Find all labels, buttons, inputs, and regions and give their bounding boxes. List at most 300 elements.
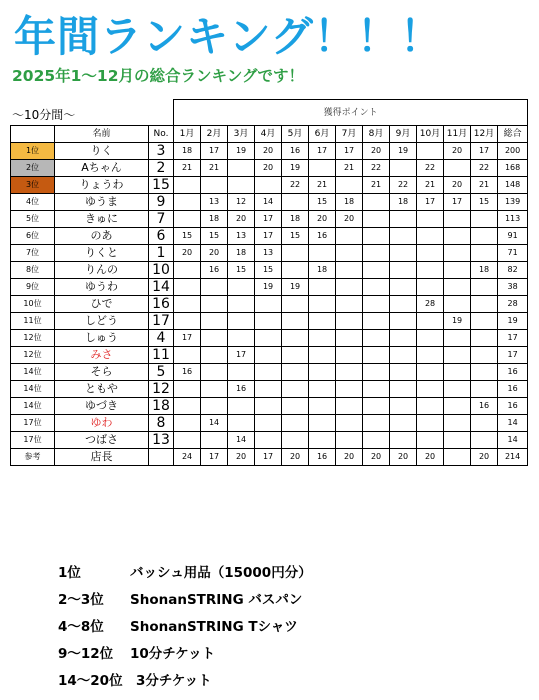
points-cell: 13: [201, 194, 228, 211]
table-row: [11, 313, 528, 330]
points-cell: [444, 415, 471, 432]
points-cell: [228, 313, 255, 330]
points-cell: 20: [336, 211, 363, 228]
total-cell: 14: [498, 415, 528, 432]
rank-cell: 参考: [11, 449, 55, 466]
table-row: [11, 449, 528, 466]
points-cell: [471, 364, 498, 381]
points-cell: [417, 279, 444, 296]
points-cell: [390, 398, 417, 415]
name-cell: りくと: [55, 245, 149, 262]
points-cell: [390, 228, 417, 245]
points-cell: 18: [282, 211, 309, 228]
points-cell: 20: [471, 449, 498, 466]
points-cell: [174, 398, 201, 415]
points-cell: [336, 398, 363, 415]
points-cell: [174, 313, 201, 330]
points-cell: [390, 313, 417, 330]
points-cell: 18: [471, 262, 498, 279]
points-cell: [174, 194, 201, 211]
points-cell: [309, 347, 336, 364]
points-cell: 17: [471, 143, 498, 160]
prize-name: 10分チケット: [130, 646, 216, 662]
points-cell: [336, 415, 363, 432]
points-cell: 18: [390, 194, 417, 211]
table-row: [11, 160, 528, 177]
points-cell: [390, 245, 417, 262]
points-cell: [228, 330, 255, 347]
points-cell: [201, 313, 228, 330]
number-cell: 13: [149, 432, 174, 449]
points-cell: [282, 432, 309, 449]
points-cell: 17: [201, 143, 228, 160]
points-cell: [174, 211, 201, 228]
points-cell: [444, 398, 471, 415]
rank-column-header: [11, 126, 55, 143]
points-cell: 20: [255, 160, 282, 177]
name-cell: のあ: [55, 228, 149, 245]
points-cell: 15: [174, 228, 201, 245]
points-cell: [417, 415, 444, 432]
points-cell: 17: [417, 194, 444, 211]
table-row: [11, 245, 528, 262]
points-cell: [417, 262, 444, 279]
total-column-header: 総合: [498, 126, 528, 143]
points-cell: 20: [444, 177, 471, 194]
total-cell: 71: [498, 245, 528, 262]
month-column-header: 1月: [174, 126, 201, 143]
number-cell: 3: [149, 143, 174, 160]
name-cell: しどう: [55, 313, 149, 330]
month-column-header: 11月: [444, 126, 471, 143]
points-cell: 20: [390, 449, 417, 466]
table-row: [11, 330, 528, 347]
rank-cell: 2位: [11, 160, 55, 177]
rank-cell: 17位: [11, 432, 55, 449]
rank-cell: 12位: [11, 347, 55, 364]
points-cell: [363, 398, 390, 415]
name-cell: しゅう: [55, 330, 149, 347]
points-cell: [282, 347, 309, 364]
points-cell: 17: [201, 449, 228, 466]
page-subtitle: 2025年1～12月の総合ランキングです！: [12, 67, 305, 85]
points-cell: 15: [201, 228, 228, 245]
points-cell: [336, 177, 363, 194]
points-cell: [417, 313, 444, 330]
rank-cell: 11位: [11, 313, 55, 330]
points-cell: 21: [471, 177, 498, 194]
points-cell: [336, 347, 363, 364]
points-cell: [471, 228, 498, 245]
points-cell: [471, 432, 498, 449]
points-cell: 17: [336, 143, 363, 160]
rank-cell: 6位: [11, 228, 55, 245]
points-cell: 18: [174, 143, 201, 160]
number-cell: 17: [149, 313, 174, 330]
name-cell: ゆわ: [55, 415, 149, 432]
points-cell: [471, 211, 498, 228]
points-cell: [390, 330, 417, 347]
points-cell: [363, 279, 390, 296]
table-row: [11, 381, 528, 398]
points-cell: [282, 398, 309, 415]
points-cell: [363, 347, 390, 364]
points-cell: 18: [201, 211, 228, 228]
points-cell: [471, 245, 498, 262]
total-cell: 16: [498, 381, 528, 398]
number-cell: 5: [149, 364, 174, 381]
points-cell: [336, 245, 363, 262]
points-cell: [444, 228, 471, 245]
rank-cell: 9位: [11, 279, 55, 296]
points-cell: [390, 211, 417, 228]
total-cell: 17: [498, 330, 528, 347]
points-cell: [363, 245, 390, 262]
points-cell: [201, 177, 228, 194]
points-cell: [417, 381, 444, 398]
rank-cell: 4位: [11, 194, 55, 211]
month-column-header: 6月: [309, 126, 336, 143]
points-cell: [255, 415, 282, 432]
table-corner: [11, 100, 174, 126]
number-cell: 1: [149, 245, 174, 262]
points-cell: [336, 279, 363, 296]
rank-cell: 7位: [11, 245, 55, 262]
points-cell: [444, 449, 471, 466]
points-cell: [255, 364, 282, 381]
points-cell: 21: [336, 160, 363, 177]
points-cell: [336, 262, 363, 279]
points-cell: [282, 313, 309, 330]
points-cell: [201, 381, 228, 398]
points-cell: 16: [309, 449, 336, 466]
total-cell: 19: [498, 313, 528, 330]
points-cell: 17: [444, 194, 471, 211]
month-column-header: 8月: [363, 126, 390, 143]
points-cell: 16: [228, 381, 255, 398]
points-cell: 16: [201, 262, 228, 279]
prize-item: [58, 641, 312, 668]
points-cell: [255, 330, 282, 347]
points-cell: [282, 245, 309, 262]
points-cell: 17: [255, 449, 282, 466]
points-cell: [228, 398, 255, 415]
points-cell: [309, 415, 336, 432]
name-cell: 店長: [55, 449, 149, 466]
points-cell: 20: [417, 449, 444, 466]
points-cell: [417, 228, 444, 245]
points-cell: [417, 330, 444, 347]
points-cell: 19: [228, 143, 255, 160]
name-cell: Aちゃん: [55, 160, 149, 177]
points-cell: 17: [174, 330, 201, 347]
points-cell: [174, 296, 201, 313]
table-row: [11, 279, 528, 296]
points-cell: 14: [255, 194, 282, 211]
points-cell: 19: [444, 313, 471, 330]
number-cell: 2: [149, 160, 174, 177]
month-column-header: 4月: [255, 126, 282, 143]
points-cell: [390, 364, 417, 381]
points-cell: 15: [282, 228, 309, 245]
points-cell: 20: [174, 245, 201, 262]
total-cell: 38: [498, 279, 528, 296]
points-cell: 20: [309, 211, 336, 228]
points-cell: 21: [363, 177, 390, 194]
total-cell: 200: [498, 143, 528, 160]
points-cell: 16: [174, 364, 201, 381]
points-cell: [390, 432, 417, 449]
points-cell: [255, 398, 282, 415]
points-cell: 24: [174, 449, 201, 466]
points-cell: [363, 228, 390, 245]
points-cell: [309, 279, 336, 296]
points-cell: [444, 279, 471, 296]
month-column-header: 3月: [228, 126, 255, 143]
table-row: [11, 364, 528, 381]
points-cell: 17: [228, 347, 255, 364]
prize-item: [58, 668, 312, 695]
total-cell: 91: [498, 228, 528, 245]
table-row: [11, 347, 528, 364]
points-cell: [336, 296, 363, 313]
points-cell: [444, 296, 471, 313]
points-cell: [282, 330, 309, 347]
points-cell: [309, 364, 336, 381]
total-cell: 82: [498, 262, 528, 279]
rank-cell: 10位: [11, 296, 55, 313]
points-cell: [174, 262, 201, 279]
points-cell: [309, 160, 336, 177]
points-cell: [471, 415, 498, 432]
points-cell: 15: [471, 194, 498, 211]
points-cell: [336, 364, 363, 381]
points-cell: [471, 313, 498, 330]
total-cell: 148: [498, 177, 528, 194]
points-cell: 22: [363, 160, 390, 177]
points-cell: [255, 432, 282, 449]
points-cell: [444, 245, 471, 262]
points-cell: 17: [255, 211, 282, 228]
prize-list: [58, 560, 312, 695]
points-cell: 12: [228, 194, 255, 211]
points-cell: [174, 347, 201, 364]
points-cell: [417, 347, 444, 364]
number-cell: 14: [149, 279, 174, 296]
points-cell: [471, 330, 498, 347]
points-cell: 20: [336, 449, 363, 466]
rank-cell: 5位: [11, 211, 55, 228]
table-row: [11, 415, 528, 432]
points-cell: 16: [282, 143, 309, 160]
points-cell: [174, 177, 201, 194]
points-cell: [390, 262, 417, 279]
name-cell: そら: [55, 364, 149, 381]
points-cell: 15: [309, 194, 336, 211]
points-cell: [201, 330, 228, 347]
points-cell: [228, 296, 255, 313]
name-cell: りょうわ: [55, 177, 149, 194]
name-cell: ゆづき: [55, 398, 149, 415]
name-column-header: 名前: [55, 126, 149, 143]
points-cell: 21: [417, 177, 444, 194]
prize-name: バッシュ用品（15000円分）: [130, 565, 312, 581]
rank-cell: 1位: [11, 143, 55, 160]
points-cell: [444, 347, 471, 364]
name-cell: りんの: [55, 262, 149, 279]
points-cell: [228, 279, 255, 296]
rank-cell: 14位: [11, 381, 55, 398]
points-cell: [390, 381, 417, 398]
prize-item: [58, 560, 312, 587]
total-cell: 16: [498, 364, 528, 381]
points-cell: [309, 245, 336, 262]
points-cell: 13: [255, 245, 282, 262]
points-cell: 16: [309, 228, 336, 245]
points-cell: 22: [471, 160, 498, 177]
points-cell: [174, 381, 201, 398]
number-column-header: No.: [149, 126, 174, 143]
points-cell: [255, 347, 282, 364]
points-cell: 18: [336, 194, 363, 211]
points-header: 獲得ポイント: [174, 100, 528, 126]
points-cell: 19: [255, 279, 282, 296]
points-cell: [444, 330, 471, 347]
points-cell: [363, 313, 390, 330]
table-row: [11, 194, 528, 211]
points-cell: [228, 160, 255, 177]
prize-item: [58, 614, 312, 641]
total-cell: 28: [498, 296, 528, 313]
rank-cell: 14位: [11, 364, 55, 381]
points-cell: [417, 211, 444, 228]
prize-rank: 9～12位: [58, 646, 114, 662]
name-cell: ひで: [55, 296, 149, 313]
points-cell: [201, 432, 228, 449]
points-cell: [309, 296, 336, 313]
points-cell: [255, 296, 282, 313]
points-cell: [363, 296, 390, 313]
points-cell: [336, 228, 363, 245]
points-cell: [309, 330, 336, 347]
points-cell: 19: [282, 279, 309, 296]
points-cell: 20: [282, 449, 309, 466]
points-cell: 20: [228, 211, 255, 228]
points-cell: 18: [228, 245, 255, 262]
number-cell: 9: [149, 194, 174, 211]
table-row: [11, 211, 528, 228]
points-cell: [282, 194, 309, 211]
rank-cell: 12位: [11, 330, 55, 347]
table-row: [11, 143, 528, 160]
points-cell: 21: [309, 177, 336, 194]
total-cell: 139: [498, 194, 528, 211]
month-column-header: 2月: [201, 126, 228, 143]
points-cell: [174, 415, 201, 432]
number-cell: 15: [149, 177, 174, 194]
points-cell: [336, 381, 363, 398]
month-column-header: 7月: [336, 126, 363, 143]
name-cell: きゅに: [55, 211, 149, 228]
points-cell: 15: [255, 262, 282, 279]
prize-name: 3分チケット: [136, 673, 212, 689]
points-cell: [309, 432, 336, 449]
prize-rank: 4～8位: [58, 619, 104, 635]
points-cell: 20: [228, 449, 255, 466]
points-cell: [228, 415, 255, 432]
points-cell: [471, 381, 498, 398]
total-cell: 16: [498, 398, 528, 415]
points-cell: [390, 296, 417, 313]
points-cell: [282, 262, 309, 279]
name-cell: つばさ: [55, 432, 149, 449]
points-cell: [444, 160, 471, 177]
table-row: [11, 432, 528, 449]
number-cell: 4: [149, 330, 174, 347]
total-cell: 14: [498, 432, 528, 449]
points-cell: [174, 279, 201, 296]
points-cell: [363, 381, 390, 398]
prize-rank: 1位: [58, 565, 81, 581]
points-cell: [228, 177, 255, 194]
number-cell: 6: [149, 228, 174, 245]
total-cell: 17: [498, 347, 528, 364]
points-cell: [201, 364, 228, 381]
month-column-header: 9月: [390, 126, 417, 143]
points-cell: 15: [228, 262, 255, 279]
points-cell: [174, 432, 201, 449]
points-cell: 20: [255, 143, 282, 160]
points-cell: [390, 415, 417, 432]
points-cell: 19: [390, 143, 417, 160]
points-cell: [201, 347, 228, 364]
name-cell: みさ: [55, 347, 149, 364]
points-cell: 17: [255, 228, 282, 245]
points-cell: [309, 381, 336, 398]
points-cell: [336, 432, 363, 449]
points-cell: 18: [309, 262, 336, 279]
points-cell: [417, 432, 444, 449]
name-cell: りく: [55, 143, 149, 160]
points-cell: 14: [201, 415, 228, 432]
points-cell: [255, 313, 282, 330]
points-cell: [390, 160, 417, 177]
points-cell: 17: [309, 143, 336, 160]
points-cell: [255, 381, 282, 398]
number-cell: 8: [149, 415, 174, 432]
points-cell: [444, 432, 471, 449]
points-cell: 28: [417, 296, 444, 313]
number-cell: [149, 449, 174, 466]
table-row: [11, 228, 528, 245]
points-cell: [282, 415, 309, 432]
points-cell: [363, 432, 390, 449]
ranking-table: [10, 99, 528, 466]
name-cell: ゆうわ: [55, 279, 149, 296]
points-cell: 22: [417, 160, 444, 177]
prize-rank: 2～3位: [58, 592, 104, 608]
points-cell: [282, 364, 309, 381]
points-cell: [363, 364, 390, 381]
points-cell: 20: [201, 245, 228, 262]
points-cell: [363, 211, 390, 228]
points-cell: [309, 398, 336, 415]
points-cell: [417, 143, 444, 160]
prize-item: [58, 587, 312, 614]
total-cell: 214: [498, 449, 528, 466]
points-cell: 22: [390, 177, 417, 194]
page-title: 年間ランキング！！！: [14, 12, 443, 61]
